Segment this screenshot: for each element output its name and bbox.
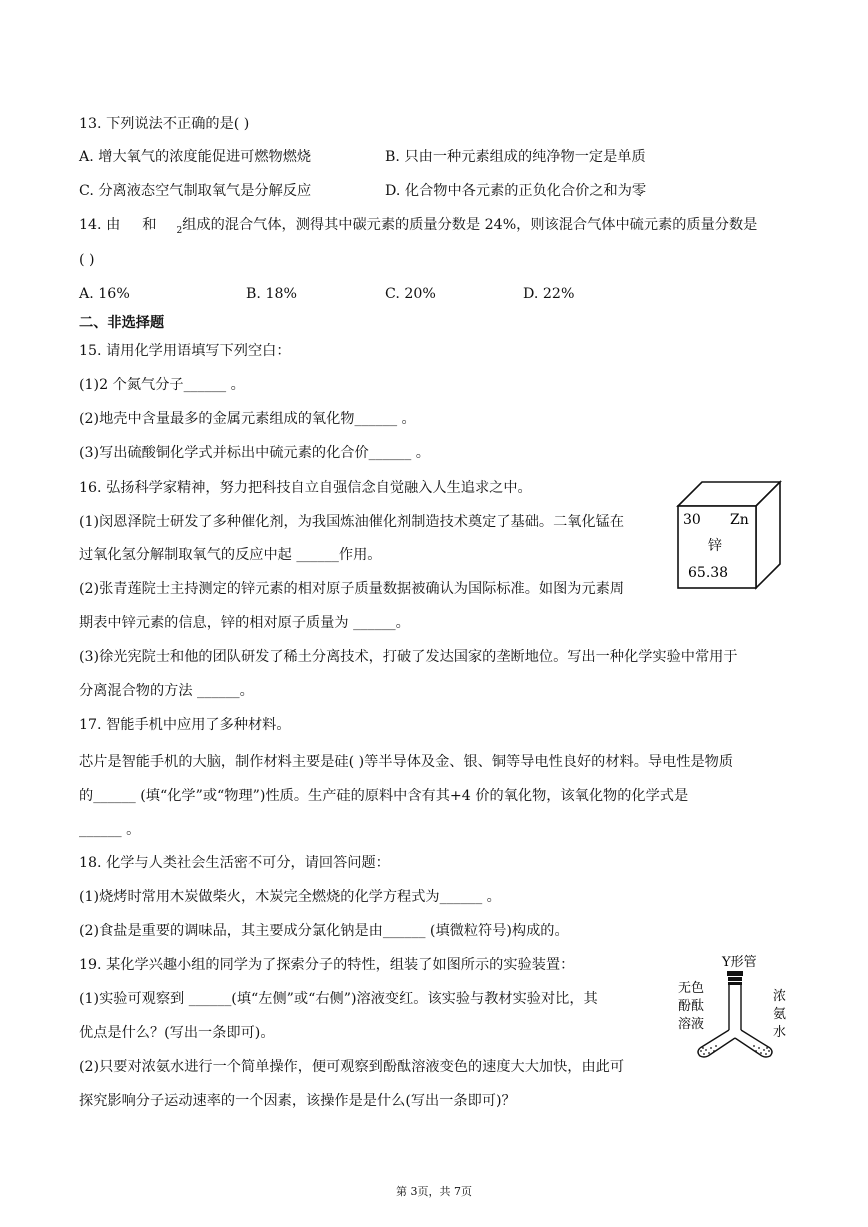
q19-part2-line1: (2)只要对浓氨水进行一个简单操作，便可观察到酚酞溶液变色的速度大大加快，由此可 <box>79 1059 625 1075</box>
q15-part2: (2)地壳中含量最多的金属元素组成的氧化物______ 。 <box>79 411 416 427</box>
q14-option-a: A. 16% <box>79 286 130 302</box>
q16-part1-line2: 过氧化氢分解制取氧气的反应中起 ______作用。 <box>79 547 382 563</box>
q17-stem: 17. 智能手机中应用了多种材料。 <box>79 717 291 733</box>
q14-stem-b: 和 <box>142 217 157 233</box>
zinc-element-cube <box>672 476 792 596</box>
q14-option-d: D. 22% <box>523 286 575 302</box>
stopper <box>727 971 743 976</box>
left-label-3: 溶液 <box>678 1017 705 1032</box>
element-name: 锌 <box>708 538 722 554</box>
q17-line2: 的______ (填“化学”或“物理”)性质。生产硅的原料中含有其+4 价的氧化物，该氧化物的化学式是 <box>79 788 689 804</box>
q16-part2-line1: (2)张青莲院士主持测定的锌元素的相对原子质量数据被确认为国际标准。如图为元素周 <box>79 581 625 597</box>
q13-option-c: C. 分离液态空气制取氧气是分解反应 <box>79 183 312 199</box>
q18-stem: 18. 化学与人类社会生活密不可分，请回答问题： <box>79 855 390 871</box>
q19-part1-line2: 优点是什么？(写出一条即可)。 <box>79 1025 275 1041</box>
q16-part3-line2: 分离混合物的方法 ______。 <box>79 683 254 699</box>
q17-line1: 芯片是智能手机的大脑，制作材料主要是硅( )等半导体及金、银、铜等导电性良好的材料。导电性是物质 <box>79 754 734 770</box>
q15-part3: (3)写出硫酸铜化学式并标出中硫元素的化合价______ 。 <box>79 445 430 461</box>
left-label-2: 酚酞 <box>678 999 705 1014</box>
element-atomic-mass: 65.38 <box>688 565 729 581</box>
q14-subscript: 2 <box>176 226 183 236</box>
right-label-3: 水 <box>773 1025 787 1040</box>
q14-stem <box>79 215 757 241</box>
q18-part2: (2)食盐是重要的调味品，其主要成分氯化钠是由______ (填微粒符号)构成的。 <box>79 923 569 939</box>
section-heading: 二、非选择题 <box>79 315 165 331</box>
q13-option-a: A. 增大氧气的浓度能促进可燃物燃烧 <box>79 149 312 165</box>
q13-option-b: B. 只由一种元素组成的纯净物一定是单质 <box>385 149 646 165</box>
element-symbol: Zn <box>730 512 749 528</box>
right-label-1: 浓 <box>773 989 787 1004</box>
q16-stem: 16. 弘扬科学家精神，努力把科技自立自强信念自觉融入人生追求之中。 <box>79 480 532 496</box>
q13-stem: 13. 下列说法不正确的是( ) <box>79 116 250 132</box>
q13-option-d: D. 化合物中各元素的正负化合价之和为零 <box>385 183 647 199</box>
q15-stem: 15. 请用化学用语填写下列空白： <box>79 343 291 359</box>
q14-paren: ( ) <box>79 252 95 268</box>
page-footer: 第 3页，共 7页 <box>396 1185 472 1198</box>
q19-part1-line1: (1)实验可观察到 ______(填“左侧”或“右侧”)溶液变红。该实验与教材实验对比，其 <box>79 991 598 1007</box>
q16-part3-line1: (3)徐光宪院士和他的团队研发了稀土分离技术，打破了发达国家的垄断地位。写出一种化学实验中常用于 <box>79 649 738 665</box>
q19-part2-line2: 探究影响分子运动速率的一个因素，该操作是是什么(写出一条即可)？ <box>79 1093 516 1109</box>
q14-option-b: B. 18% <box>246 286 297 302</box>
q16-part1-line1: (1)闵恩泽院士研发了多种催化剂，为我国炼油催化剂制造技术奠定了基础。二氧化锰在 <box>79 514 625 530</box>
q14-stem-c: 组成的混合气体，测得其中碳元素的质量分数是 24%，则该混合气体中硫元素的质量分数是 <box>182 217 758 233</box>
y-tube-apparatus <box>670 952 810 1072</box>
q14-stem-a: 14. 由 <box>79 217 121 233</box>
q17-line3: ______ 。 <box>79 822 141 838</box>
element-atomic-number: 30 <box>683 512 701 528</box>
q16-part2-line2: 期表中锌元素的信息，锌的相对原子质量为 ______。 <box>79 615 410 631</box>
q19-stem: 19. 某化学兴趣小组的同学为了探索分子的特性，组装了如图所示的实验装置： <box>79 957 575 973</box>
q18-part1: (1)烧烤时常用木炭做柴火，木炭完全燃烧的化学方程式为______ 。 <box>79 889 501 905</box>
q15-part1: (1)2 个氮气分子______ 。 <box>79 377 245 393</box>
left-label-1: 无色 <box>678 981 705 996</box>
y-tube-title: Y形管 <box>722 955 757 970</box>
right-label-2: 氨 <box>773 1007 787 1022</box>
q14-option-c: C. 20% <box>385 286 436 302</box>
